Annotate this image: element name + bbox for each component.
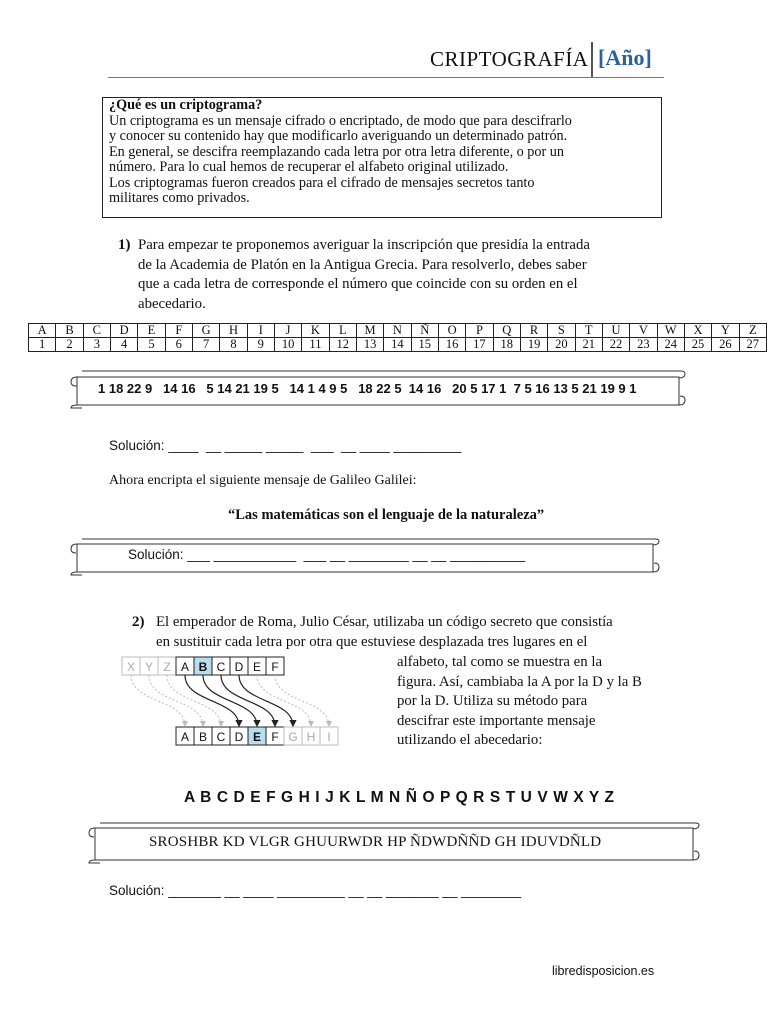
number-cell: 2 [56,338,83,352]
info-box [102,97,662,218]
info-line: y conocer su contenido hay que modificarlo averiguando un determinado patrón. [109,128,568,144]
figure-letter: A [180,660,190,674]
number-cell: 21 [575,338,602,352]
letter-cell: V [630,324,657,338]
solution-2 [128,547,525,562]
letter-cell: Y [712,324,739,338]
exercise-1-text [138,236,659,314]
number-cell: 16 [438,338,465,352]
letter-cell: B [56,324,83,338]
number-cell: 25 [684,338,711,352]
figure-letter: C [216,660,226,674]
letter-cell: G [192,324,219,338]
letter-cell: N [384,324,411,338]
letter-cell: Z [739,324,766,338]
document-title: CRIPTOGRAFÍA [430,47,589,71]
number-cell: 9 [247,338,274,352]
figure-letter: E [252,660,262,674]
alphabet-number-table [28,323,767,352]
number-cell: 18 [493,338,520,352]
exercise-2-number: 2) [132,614,145,630]
caesar-cipher-text: SROSHBR KD VLGR GHUURWDR HP ÑDWDÑÑD GH IDUVDÑLD [149,834,602,850]
number-cell: 4 [110,338,137,352]
header-separator [591,42,593,78]
caesar-shift-figure [118,653,354,753]
letters-row [29,324,767,338]
letter-cell: E [138,324,165,338]
exercise-2-side-line: descifrar este importante mensaje [397,712,596,729]
number-cell: 19 [520,338,547,352]
solution-label: Solución: [109,883,165,898]
number-cell: 10 [274,338,301,352]
figure-letter: D [234,730,244,744]
figure-letter: C [216,730,226,744]
number-cell: 5 [138,338,165,352]
letter-cell: A [29,324,56,338]
letter-cell: Q [493,324,520,338]
exercise-2-side-line: por la D. Utiliza su método para [397,693,588,709]
info-question: ¿Qué es un criptograma? [109,97,263,113]
number-cell: 12 [329,338,356,352]
figure-letter: A [180,730,190,744]
solution-3 [109,883,521,898]
exercise-1-line: abecedario. [138,295,206,312]
exercise-2-side-line: alfabeto, tal como se muestra en la [397,654,603,670]
number-cell: 6 [165,338,192,352]
figure-letter: Y [144,660,154,674]
info-line: Los criptogramas fueron creados para el cifrado de mensajes secretos tanto [109,174,535,191]
exercise-2-text [156,613,659,652]
alphabet-line: A B C D E F G H I J K L M N Ñ O P Q R S T U V W X Y Z [184,789,615,806]
exercise-2-line: en sustituir cada letra por otra que estuviese desplazada tres lugares en el [156,633,588,650]
number-cell: 20 [548,338,575,352]
encrypt-prompt: Ahora encripta el siguiente mensaje de Galileo Galilei: [109,473,417,488]
number-cell: 24 [657,338,684,352]
solution-1 [109,438,461,453]
letter-cell: I [247,324,274,338]
footer-site: libredisposicion.es [552,964,655,978]
figure-arrows [131,675,329,726]
year-placeholder: [Año] [598,45,652,70]
figure-letter: F [271,660,279,674]
number-cell: 13 [356,338,383,352]
letter-cell: S [548,324,575,338]
figure-letter: D [234,660,244,674]
solution-label: Solución: [109,438,165,453]
figure-letter: B [198,660,208,674]
number-cell: 14 [384,338,411,352]
info-line: En general, se descifra reemplazando cada letra por otra letra diferente, o por un [109,143,564,160]
solution-blanks[interactable]: ____ __ _____ _____ ___ __ ____ _________ [168,438,462,453]
letter-cell: X [684,324,711,338]
info-line: militares como privados. [109,190,250,206]
number-cell: 3 [83,338,110,352]
shift-arrow [149,675,203,726]
cipher-scroll-3 [86,822,702,864]
number-cell: 8 [220,338,247,352]
exercise-1-line: que a cada letra de corresponde el número que coincide con su orden en el [138,276,578,292]
figure-letter: H [306,730,316,744]
figure-letter: E [252,730,262,744]
letter-cell: W [657,324,684,338]
letter-cell: M [356,324,383,338]
letter-cell: C [83,324,110,338]
figure-bottom-row [176,727,338,745]
number-cell: 1 [29,338,56,352]
figure-letter: Z [163,660,171,674]
figure-letter: G [288,730,298,744]
info-line: número. Para lo cual hemos de recuperar el alfabeto original utilizado. [109,159,509,175]
number-cell: 15 [411,338,438,352]
letter-cell: O [438,324,465,338]
cipher-numbers: 1 18 22 9 14 16 5 14 21 19 5 14 1 4 9 5 18 22 5 14 16 20 5 17 1 7 5 16 13 5 21 19 9 1 [98,381,637,396]
solution-scroll-2 [68,538,662,576]
figure-top-row [122,657,284,675]
letter-cell: R [520,324,547,338]
letter-cell: T [575,324,602,338]
info-line: Un criptograma es un mensaje cifrado o encriptado, de modo que para descifrarlo [109,112,572,129]
number-cell: 26 [712,338,739,352]
numbers-row [29,338,767,352]
letter-cell: U [602,324,629,338]
number-cell: 7 [192,338,219,352]
figure-letter: I [327,730,331,744]
figure-letter: F [271,730,279,744]
shift-arrow [275,675,329,726]
letter-cell: H [220,324,247,338]
galileo-quote: “Las matemáticas son el lenguaje de la naturaleza” [228,507,545,523]
exercise-2-side-line: utilizando el abecedario: [397,732,543,748]
letter-cell: P [466,324,493,338]
letter-cell: J [274,324,301,338]
shift-arrow [185,675,239,726]
solution-blanks[interactable]: ___ ___________ ___ __ ________ __ __ __________ [187,547,526,562]
solution-blanks[interactable]: _______ __ ____ _________ __ __ _______ __ ________ [168,883,522,898]
exercise-1-line: Para empezar te proponemos averiguar la inscripción que presidía la entrada [138,237,590,253]
cipher-scroll-1 [68,370,688,410]
letter-cell: Ñ [411,324,438,338]
number-cell: 22 [602,338,629,352]
exercise-1-number: 1) [118,237,131,253]
solution-label: Solución: [128,547,184,562]
shift-arrow [167,675,221,726]
number-cell: 27 [739,338,766,352]
letter-cell: K [302,324,329,338]
exercise-2-side-line: figura. Así, cambiaba la A por la D y la B [397,673,642,690]
figure-letter: B [198,730,208,744]
exercise-2-side-text [397,653,659,751]
figure-letter: X [126,660,136,674]
number-cell: 11 [302,338,329,352]
header-rule [108,77,664,78]
shift-arrow [131,675,185,726]
number-cell: 17 [466,338,493,352]
exercise-1-line: de la Academia de Platón en la Antigua Grecia. Para resolverlo, debes saber [138,256,587,273]
number-cell: 23 [630,338,657,352]
letter-cell: F [165,324,192,338]
exercise-2-line: El emperador de Roma, Julio César, utilizaba un código secreto que consistía [156,614,613,630]
letter-cell: D [110,324,137,338]
letter-cell: L [329,324,356,338]
